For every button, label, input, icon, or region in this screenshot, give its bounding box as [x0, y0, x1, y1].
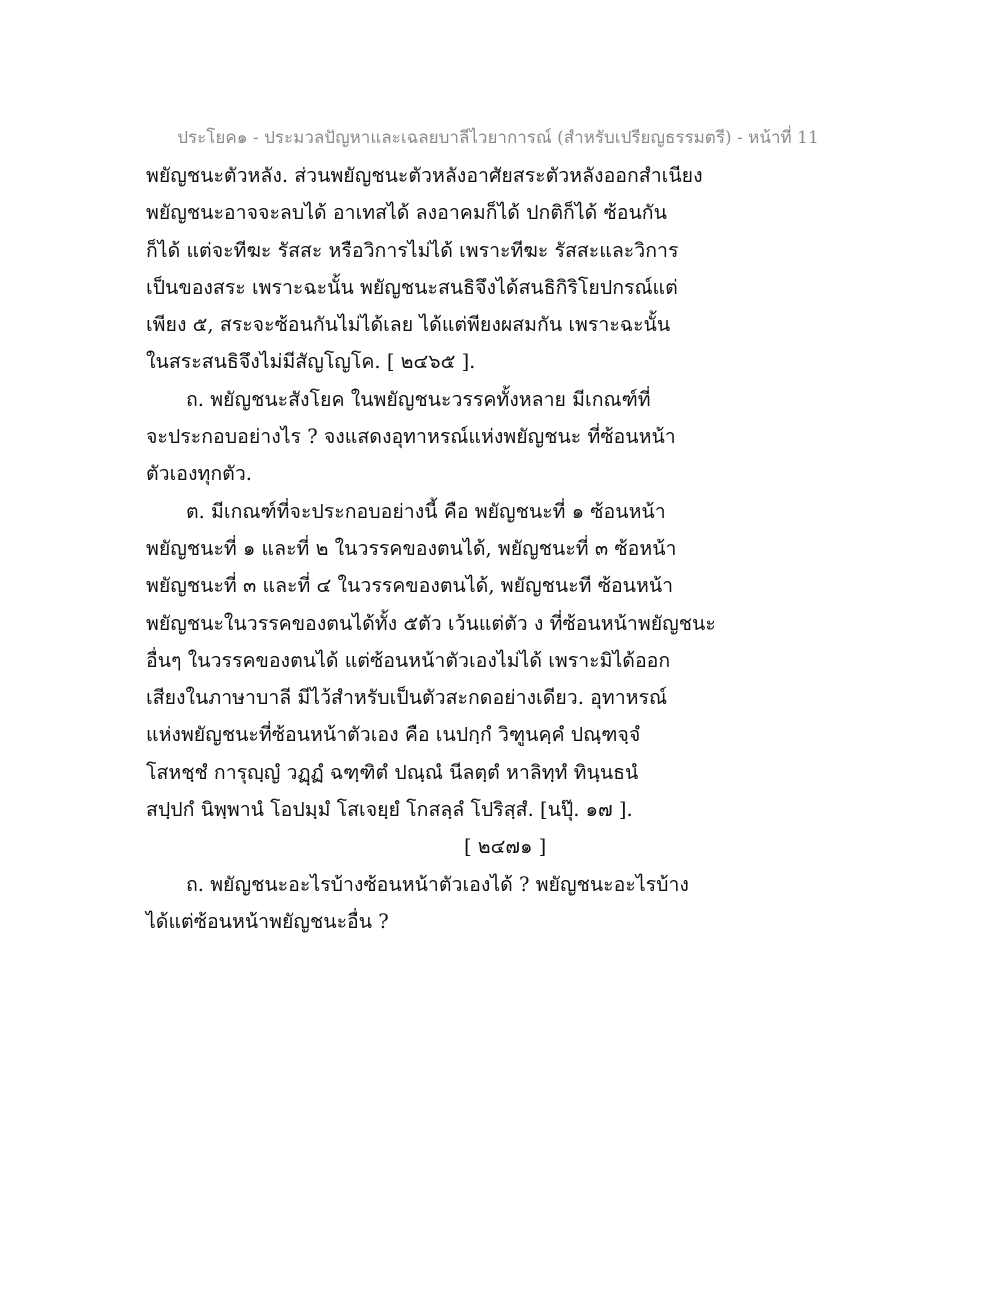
running-header: ประโยค๑ - ประมวลปัญหาและเฉลยบาลีไวยาการณ์ (สำหรับเปรียญธรรมตรี) - หน้าที่ 11: [177, 128, 819, 148]
text-line: พยัญชนะอาจจะลบได้ อาเทสได้ ลงอาคมก็ได้ ปกติก็ได้ ซ้อนกัน: [146, 201, 667, 225]
text-line: เพียง ๕, สระจะซ้อนกันไม่ได้เลย ได้แต่พียงผสมกัน เพราะฉะนั้น: [146, 313, 671, 337]
answer-line: ต. มีเกณฑ์ที่จะประกอบอย่างนี้ คือ พยัญชนะที่ ๑ ซ้อนหน้า: [186, 499, 666, 523]
text-line: พยัญชนะตัวหลัง. ส่วนพยัญชนะตัวหลังอาศัยสระตัวหลังออกสำเนียง: [146, 164, 703, 187]
text-line: ได้แต่ซ้อนหน้าพยัญชนะอื่น ?: [146, 909, 389, 933]
text-line: ตัวเองทุกตัว.: [146, 462, 252, 486]
text-line: โสหชฺชํ การุญฺญํ วฏฺฏํ ฉฑฺฑิตํ ปณฺณํ นีลตฺตํ หาลิทฺทํ ทินฺนธนํ: [146, 760, 639, 784]
question-line: ถ. พยัญชนะสังโยค ในพยัญชนะวรรคทั้งหลาย มีเกณฑ์ที่: [186, 387, 651, 411]
text-line: เป็นของสระ เพราะฉะนั้น พยัญชนะสนธิจึงได้สนธิกิริโยปกรณ์แต่: [146, 275, 678, 299]
question-line: ถ. พยัญชนะอะไรบ้างซ้อนหน้าตัวเองได้ ? พยัญชนะอะไรบ้าง: [186, 872, 689, 896]
year-reference: [ ๒๔๗๑ ]: [464, 835, 547, 859]
body-text: [146, 157, 766, 940]
text-line: ในสระสนธิจึงไม่มีสัญโญโค. [ ๒๔๖๕ ].: [146, 350, 476, 374]
text-line: พยัญชนะที่ ๑ และที่ ๒ ในวรรคของตนได้, พยัญชนะที่ ๓ ซ้อหน้า: [146, 536, 677, 560]
text-line: แห่งพยัญชนะที่ซ้อนหน้าตัวเอง คือ เนปกฺกํ วิฑูนคฺคํ ปณฺฑจฺจํ: [146, 723, 641, 747]
text-line: พยัญชนะที่ ๓ และที่ ๔ ในวรรคของตนได้, พยัญชนะที ซ้อนหน้า: [146, 574, 674, 598]
text-line: อื่นๆ ในวรรคของตนได้ แต่ซ้อนหน้าตัวเองไม่ได้ เพราะมิได้ออก: [146, 648, 671, 672]
text-line: พยัญชนะในวรรคของตนได้ทั้ง ๕ตัว เว้นแต่ตัว ง ที่ซ้อนหน้าพยัญชนะ: [146, 611, 716, 635]
text-line: จะประกอบอย่างไร ? จงแสดงอุทาหรณ์แห่งพยัญชนะ ที่ซ้อนหน้า: [146, 425, 676, 449]
text-line: เสียงในภาษาบาลี มีไว้สำหรับเป็นตัวสะกดอย่างเดียว. อุทาหรณ์: [146, 686, 668, 710]
text-line: ก็ได้ แต่จะทีฆะ รัสสะ หรือวิการไม่ได้ เพราะทีฆะ รัสสะและวิการ: [146, 238, 679, 262]
text-line: สปฺปกํ นิพฺพานํ โอปมฺมํ โสเจยฺยํ โกสลฺลํ โปริสฺสํ. [นปุ๊. ๑๗ ].: [146, 798, 633, 822]
